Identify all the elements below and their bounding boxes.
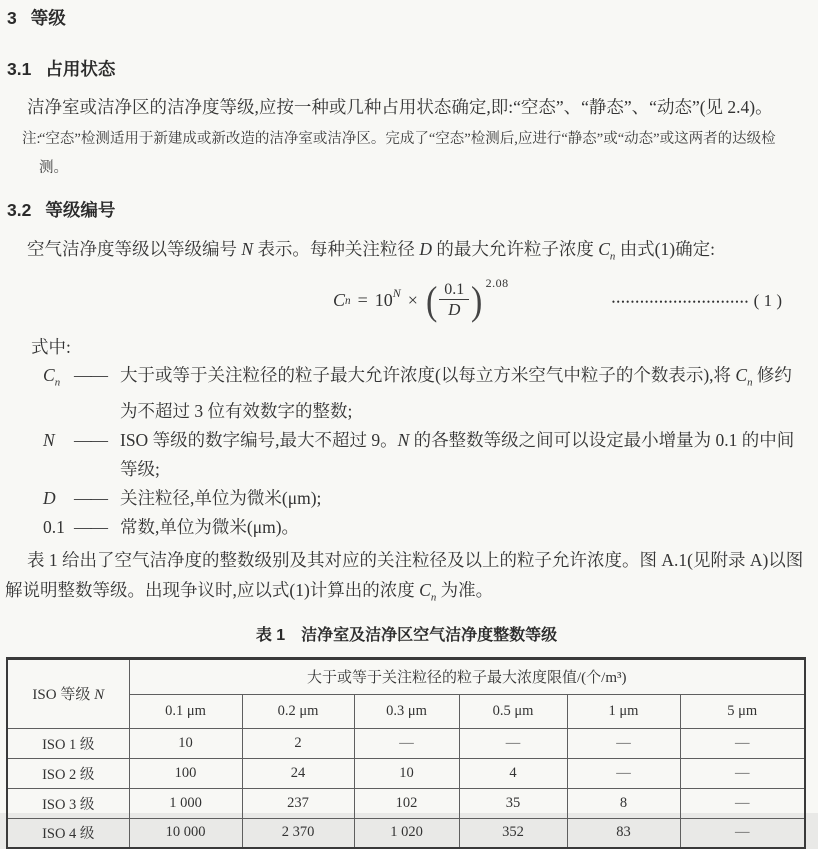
eq-base-exponent: N	[393, 286, 401, 301]
definition-cn	[5, 361, 808, 427]
cell-value: 1 020	[354, 818, 459, 848]
definition-01-symbol: 0.1	[43, 513, 65, 542]
definition-n-text: ISO 等级的数字编号,最大不超过 9。N 的各整数等级之间可以设定最小增量为 0.1 的中间等级;	[120, 430, 794, 479]
table-header-row-1	[7, 658, 805, 694]
row-label: ISO 2 级	[7, 758, 129, 788]
section-3-number: 3	[7, 6, 17, 30]
section-3-1-title: 占用状态	[45, 57, 115, 81]
cell-value: —	[680, 818, 805, 848]
table-caption-title: 洁净室及洁净区空气洁净度整数等级	[301, 627, 557, 644]
header-size-0.3um: 0.3 μm	[354, 694, 459, 728]
equation-1-formula	[333, 281, 509, 321]
definition-n-symbol: N	[43, 426, 55, 455]
header-size-0.5um: 0.5 μm	[459, 694, 567, 728]
section-3-1-heading	[5, 57, 808, 81]
definition-cn-symbol: $C_n$	[43, 361, 60, 398]
table-row-iso3	[7, 788, 805, 818]
eq-fraction-numerator: 0.1	[439, 281, 469, 301]
cell-value: 4	[459, 758, 567, 788]
note-label: 注:	[22, 125, 41, 154]
eq-fraction	[439, 281, 469, 320]
cell-value: 8	[567, 788, 680, 818]
eq-outer-exponent: 2.08	[486, 276, 509, 291]
cell-value: 2 370	[242, 818, 354, 848]
cell-value: —	[680, 788, 805, 818]
table-row-iso2	[7, 758, 805, 788]
section-3-2-number: 3.2	[7, 198, 31, 222]
cell-value: 237	[242, 788, 354, 818]
cell-value: —	[680, 728, 805, 758]
section-3-1-number: 3.1	[7, 57, 31, 81]
cell-value: —	[459, 728, 567, 758]
section-3-2-title: 等级编号	[45, 198, 115, 222]
equation-1-tail	[612, 291, 782, 311]
definition-01	[5, 513, 808, 542]
paragraph-occupancy: 洁净室或洁净区的洁净度等级,应按一种或几种占用状态确定,即:“空态”、“静态”、“动态”(见 2.4)。	[5, 92, 808, 122]
eq-open-paren: (	[426, 281, 437, 321]
note-block	[5, 125, 808, 183]
definition-cn-dash: ——	[74, 361, 107, 390]
eq-lhs-variable: C	[333, 290, 345, 311]
where-label: 式中:	[31, 333, 808, 361]
header-size-1um: 1 μm	[567, 694, 680, 728]
eq-close-paren: )	[471, 281, 482, 321]
eq-times-sign: ×	[408, 290, 418, 311]
table-row-iso1	[7, 728, 805, 758]
definition-cn-text: 大于或等于关注粒径的粒子最大允许浓度(以每立方米空气中粒子的个数表示),将 $C_n$ 修约为不超过 3 位有效数字的整数;	[120, 365, 792, 422]
definition-01-text: 常数,单位为微米(μm)。	[120, 517, 299, 537]
cell-value: —	[680, 758, 805, 788]
table-caption	[5, 622, 808, 645]
cell-value: 2	[242, 728, 354, 758]
cell-value: 102	[354, 788, 459, 818]
definition-d	[5, 484, 808, 513]
paragraph-table-intro: 表 1 给出了空气洁净度的整数级别及其对应的关注粒径及以上的粒子允许浓度。图 A.1(见附录 A)以图解说明整数等级。出现争议时,应以式(1)计算出的浓度 $C_n$ 为准。	[5, 545, 808, 613]
eq-fraction-denominator: D	[448, 300, 460, 320]
section-3-heading	[5, 6, 808, 30]
table-row-iso4	[7, 818, 805, 848]
definition-n-dash: ——	[74, 426, 107, 455]
header-size-0.1um: 0.1 μm	[129, 694, 242, 728]
dot-leader: •••••••••••••••••••••••••••••	[612, 297, 750, 307]
definition-d-dash: ——	[74, 484, 107, 513]
row-label: ISO 4 级	[7, 818, 129, 848]
note-text: “空态”检测适用于新建成或新改造的洁净室或洁净区。完成了“空态”检测后,应进行“静态”或“动态”或这两者的达级检测。	[39, 131, 776, 176]
iso-class-table	[6, 657, 806, 849]
cell-value: —	[567, 758, 680, 788]
cell-value: 352	[459, 818, 567, 848]
header-size-5um: 5 μm	[680, 694, 805, 728]
cell-value: 10	[354, 758, 459, 788]
header-size-0.2um: 0.2 μm	[242, 694, 354, 728]
cell-value: 1 000	[129, 788, 242, 818]
eq-base: 10	[375, 290, 393, 311]
cell-value: —	[354, 728, 459, 758]
cell-value: 35	[459, 788, 567, 818]
paragraph-class-number: 空气洁净度等级以等级编号 N 表示。每种关注粒径 D 的最大允许粒子浓度 $C_n$ 由式(1)确定:	[5, 234, 808, 272]
section-3-2-heading	[5, 198, 808, 222]
row-label: ISO 1 级	[7, 728, 129, 758]
cell-value: 100	[129, 758, 242, 788]
cell-value: 10	[129, 728, 242, 758]
cell-value: 83	[567, 818, 680, 848]
section-3-title: 等级	[31, 6, 66, 30]
header-concentration-limit: 大于或等于关注粒径的粒子最大浓度限值/(个/m³)	[129, 658, 805, 694]
cell-value: —	[567, 728, 680, 758]
row-label: ISO 3 级	[7, 788, 129, 818]
cell-value: 10 000	[129, 818, 242, 848]
header-iso-class: ISO 等级 N	[7, 658, 129, 728]
definition-d-text: 关注粒径,单位为微米(μm);	[120, 488, 321, 508]
equation-1	[5, 274, 808, 328]
definition-d-symbol: D	[43, 484, 56, 513]
table-caption-label: 表 1	[256, 627, 285, 644]
definition-01-dash: ——	[74, 513, 107, 542]
eq-equals-sign: =	[358, 290, 368, 311]
equation-number: ( 1 )	[754, 291, 782, 311]
cell-value: 24	[242, 758, 354, 788]
definition-n	[5, 426, 808, 484]
eq-lhs-subscript: n	[345, 295, 351, 307]
